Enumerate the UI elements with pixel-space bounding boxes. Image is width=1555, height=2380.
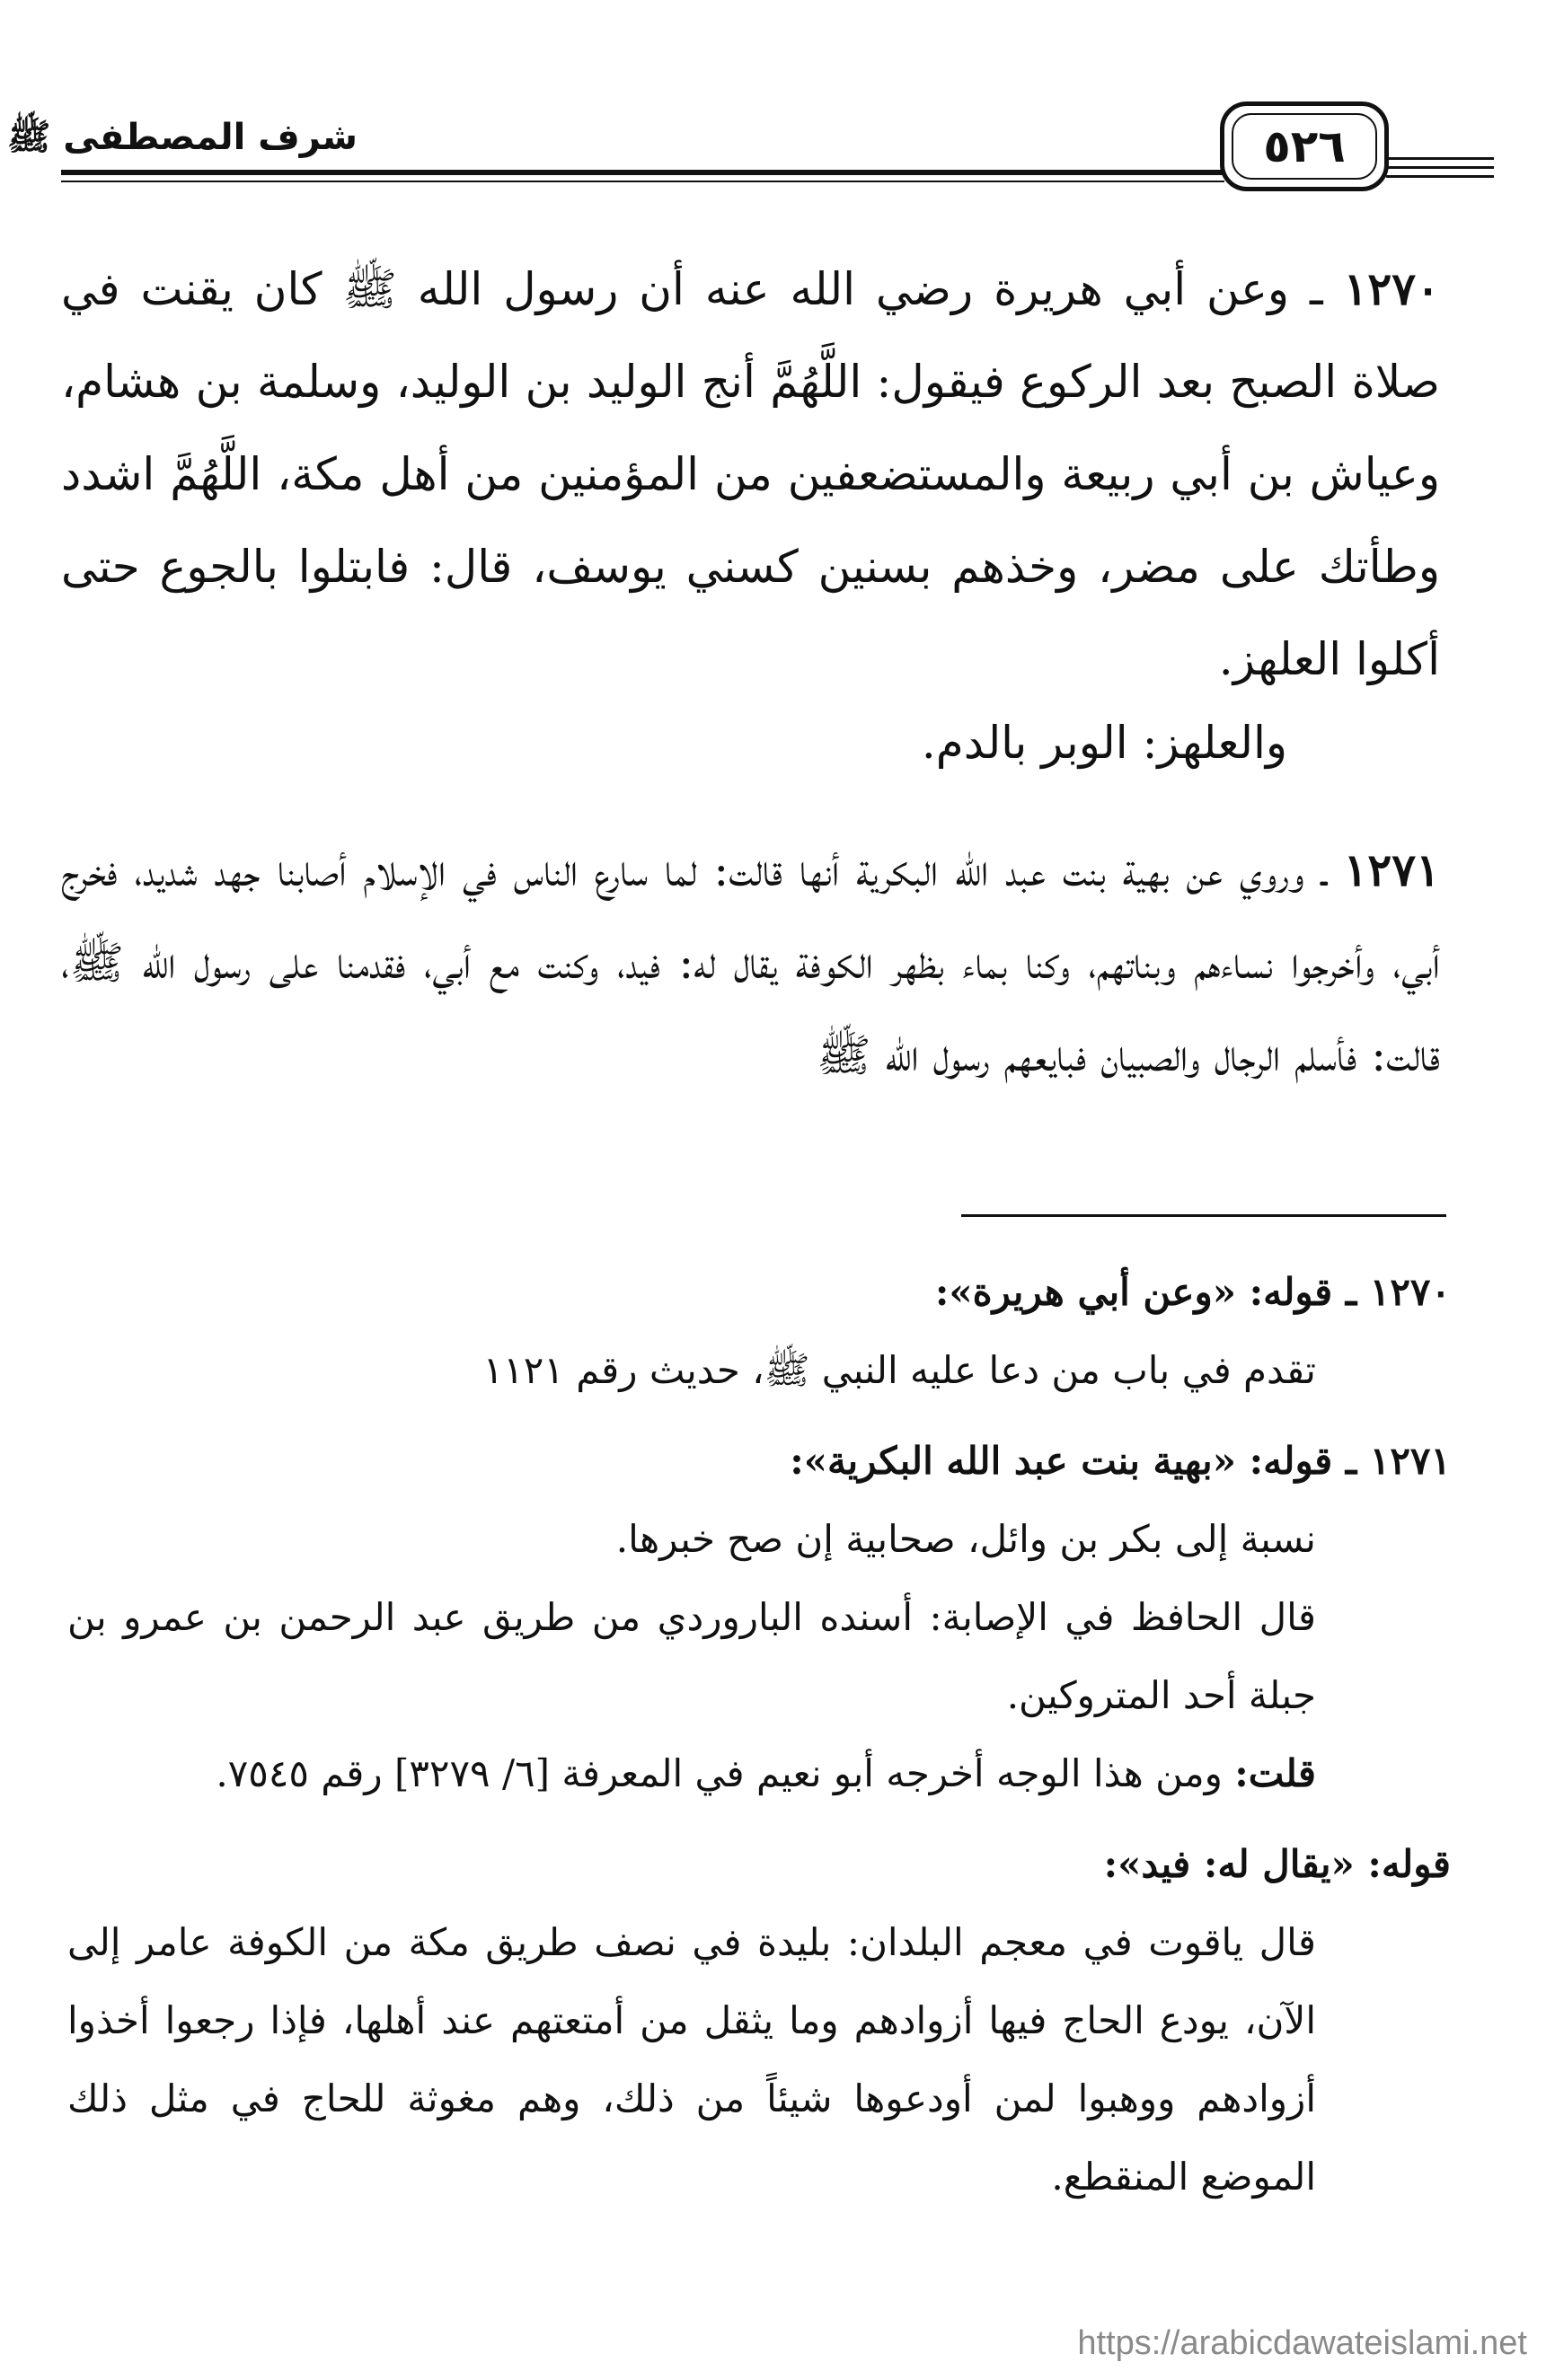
watermark-url: https://arabicdawateislami.net bbox=[1077, 2324, 1527, 2362]
running-title: شرف المصطفى ﷺ bbox=[6, 117, 358, 158]
footnote-lead: قوله: «يقال له: فيد»: bbox=[1103, 1842, 1451, 1886]
header-rule-right bbox=[1386, 166, 1494, 169]
hadith-text: ـ وروي عن بهية بنت عبد الله البكرية أنها قالت: لما سارع الناس في الإسلام أصابنا جهد شديد، فخرج أبي، وأخرجوا نساءهم وبناتهم، وكنا بماء بظهر الكوفة يقال له: فيد، وكنت مع أبي، فقدمنا على رسول الله ﷺ، قالت: فأسلم الرجال والصبيان فبايعهم رسول الله ﷺ bbox=[61, 844, 1440, 1081]
qult-label: قلت: bbox=[1234, 1751, 1316, 1795]
main-text bbox=[61, 242, 1440, 1102]
page-number: ٥٢٦ bbox=[1232, 113, 1377, 180]
footnote-body bbox=[67, 1734, 1451, 1812]
header-rule-thin bbox=[61, 181, 1224, 182]
footnote-divider bbox=[961, 1214, 1446, 1217]
page-number-frame bbox=[1220, 101, 1389, 191]
hadith-number: ١٢٧٠ bbox=[1343, 262, 1440, 315]
hadith-1270 bbox=[61, 242, 1440, 706]
hadith-1271 bbox=[61, 824, 1440, 1102]
header-rule-right bbox=[1386, 175, 1494, 178]
footnote-body: تقدم في باب من دعا عليه النبي ﷺ، حديث رقم ١١٢١ bbox=[482, 1348, 1316, 1392]
header-rule-right bbox=[1386, 157, 1494, 160]
footnote-body: قال ياقوت في معجم البلدان: بليدة في نصف طريق مكة من الكوفة عامر إلى الآن، يودع الحاج فيها أزوادهم وما يثقل من أمتعتهم عند أهلها، فإذا رجعوا أخذوا أزوادهم ووهبوا لمن أودعوها شيئاً من ذلك، وهم مغوثة للحاج في مثل ذلك الموضع المنقطع. bbox=[67, 1920, 1316, 2199]
hadith-number: ١٢٧١ bbox=[1343, 843, 1440, 896]
gloss-note: والعلهز: الوبر بالدم. bbox=[921, 717, 1287, 769]
footnote-body: نسبة إلى بكر بن وائل، صحابية إن صح خبرها. bbox=[615, 1517, 1316, 1561]
footnote-lead: ١٢٧٠ ـ قوله: «وعن أبي هريرة»: bbox=[934, 1270, 1451, 1314]
header-rule-thick bbox=[61, 170, 1224, 175]
footnote-body: قال الحافظ في الإصابة: أسنده الباروردي من طريق عبد الرحمن بن عمرو بن جبلة أحد المتروكين. bbox=[67, 1595, 1316, 1717]
page-header bbox=[6, 94, 1436, 193]
qult-text: ومن هذا الوجه أخرجه أبو نعيم في المعرفة [٦/ ٣٢٧٩] رقم ٧٥٤٥. bbox=[216, 1751, 1223, 1795]
footnotes bbox=[67, 1253, 1451, 2216]
hadith-text: ـ وعن أبي هريرة رضي الله عنه أن رسول الله ﷺ كان يقنت في صلاة الصبح بعد الركوع فيقول: اللَّهُمَّ أنج الوليد بن الوليد، وسلمة بن هشام، وعياش بن أبي ربيعة والمستضعفين من المؤمنين من أهل مكة، اللَّهُمَّ اشدد وطأتك على مضر، وخذهم بسنين كسني يوسف، قال: فابتلوا بالجوع حتى أكلوا العلهز. bbox=[61, 263, 1440, 685]
footnote-lead: ١٢٧١ ـ قوله: «بهية بنت عبد الله البكرية»: bbox=[790, 1439, 1451, 1483]
